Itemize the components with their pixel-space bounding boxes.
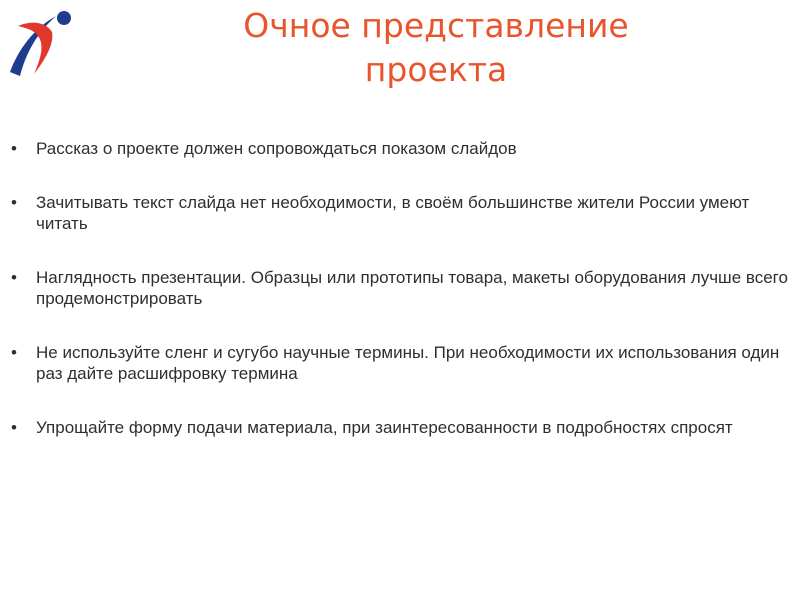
slide-title-line-2: проекта [364,50,508,89]
runner-swoosh-logo-icon [8,6,74,80]
bullet-item [0,192,792,234]
bullet-list [0,138,792,471]
logo [8,6,74,80]
slide-title [180,4,692,92]
bullet-item [0,138,792,159]
bullet-item [0,342,792,384]
slide-title-line-1: Очное представление [243,6,629,45]
bullet-dot-icon: • [11,139,17,158]
bullet-item [0,267,792,309]
bullet-dot-icon: • [11,418,17,437]
bullet-text: Наглядность презентации. Образцы или прототипы товара, макеты оборудования лучше всего продемонстрировать [36,268,788,308]
bullet-text: Не используйте сленг и сугубо научные термины. При необходимости их использования один раз дайте расшифровку термина [36,343,780,383]
bullet-dot-icon: • [11,193,17,212]
bullet-text: Рассказ о проекте должен сопровождаться показом слайдов [36,139,517,158]
bullet-item [0,417,792,438]
bullet-text: Упрощайте форму подачи материала, при заинтересованности в подробностях спросят [36,418,733,437]
bullet-text: Зачитывать текст слайда нет необходимости, в своём большинстве жители России умеют читать [36,193,750,233]
bullet-dot-icon: • [11,268,17,287]
bullet-dot-icon: • [11,343,17,362]
